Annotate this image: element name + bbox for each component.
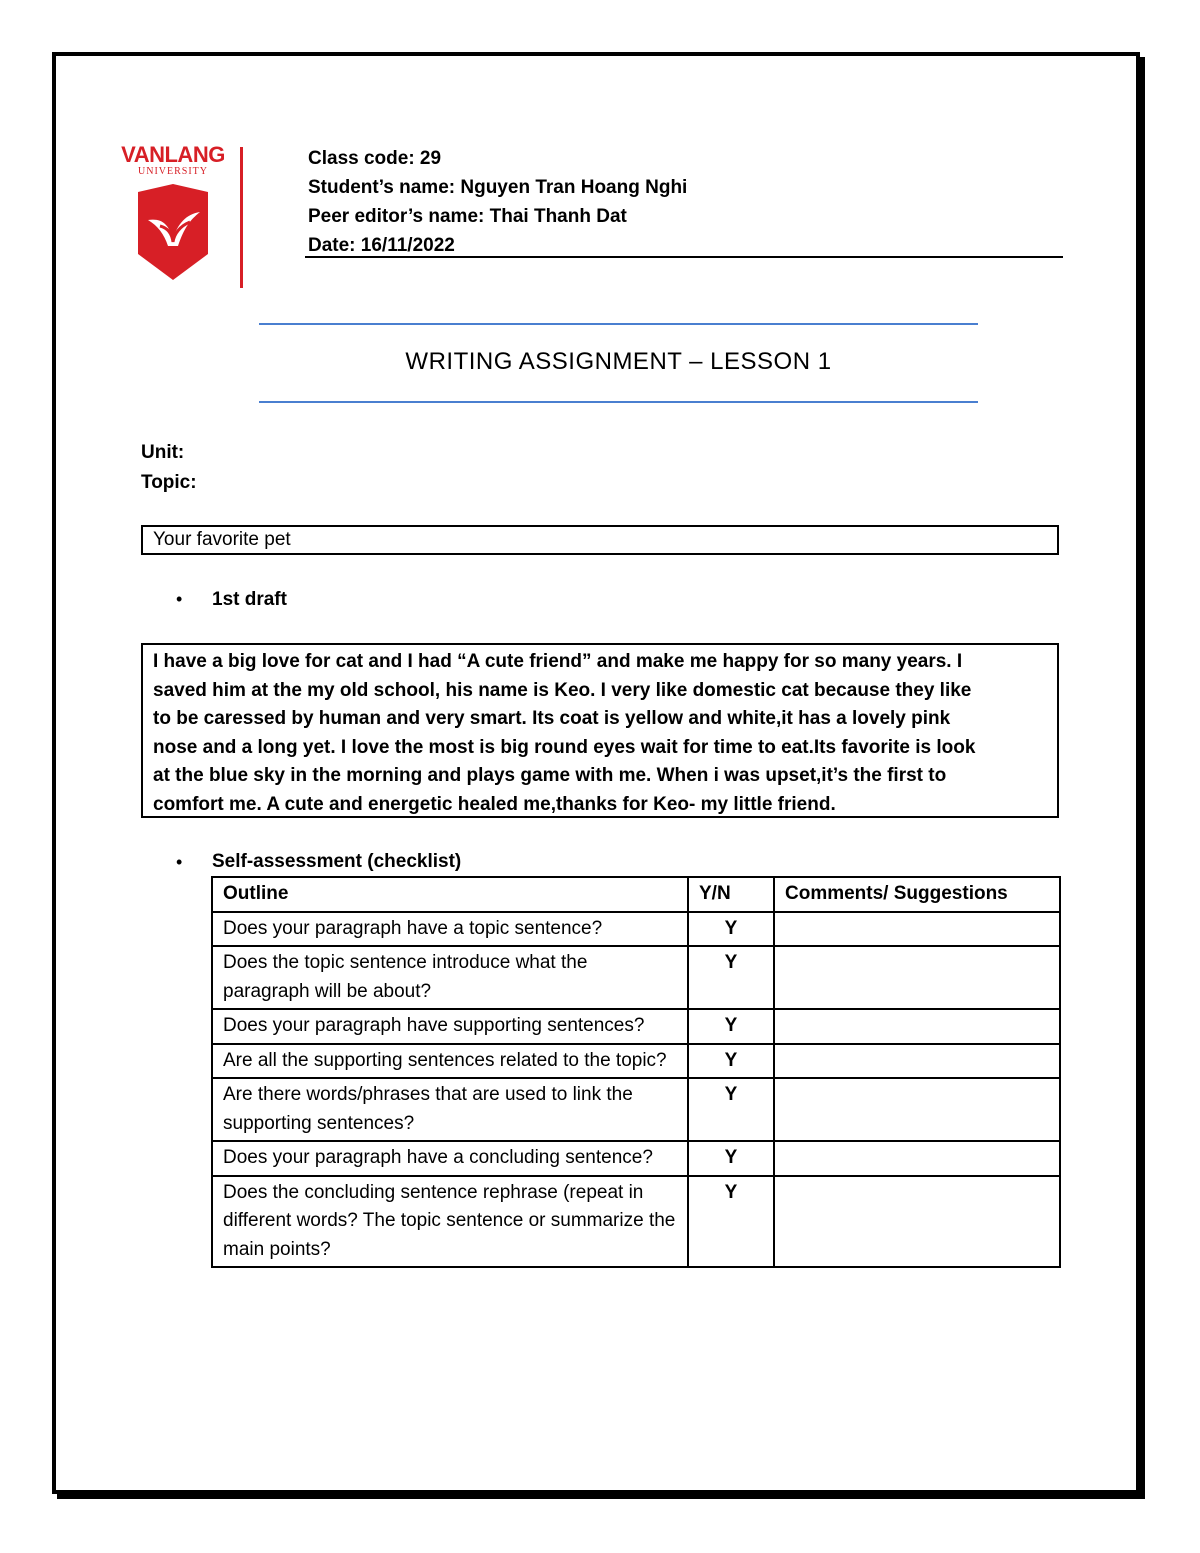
checklist-label: Self-assessment (checklist) — [212, 851, 462, 872]
row-comment — [774, 1176, 1060, 1268]
checklist-table — [211, 876, 1061, 1268]
row-comment — [774, 1141, 1060, 1176]
row-question: Does your paragraph have supporting sentences? — [212, 1009, 688, 1044]
row-comment — [774, 912, 1060, 947]
shield-icon — [134, 184, 212, 280]
class-code: Class code: 29 — [308, 148, 442, 169]
table-row — [212, 1141, 1060, 1176]
topic-label: Topic: — [141, 472, 197, 493]
table-row — [212, 1009, 1060, 1044]
title-rule-bottom — [259, 401, 978, 403]
row-question: Does the topic sentence introduce what the paragraph will be about? — [212, 946, 688, 1009]
row-comment — [774, 1078, 1060, 1141]
title-rule-top — [259, 323, 978, 325]
topic-box: Your favorite pet — [141, 525, 1059, 555]
table-row — [212, 1176, 1060, 1268]
header-rule — [305, 256, 1063, 258]
header-info — [308, 144, 687, 260]
row-question: Are there words/phrases that are used to link the supporting sentences? — [212, 1078, 688, 1141]
row-question: Are all the supporting sentences related to the topic? — [212, 1044, 688, 1079]
table-row — [212, 912, 1060, 947]
row-yn: Y — [688, 1009, 774, 1044]
draft-line: comfort me. A cute and energetic healed me,thanks for Keo- my little friend. — [153, 793, 836, 815]
row-yn: Y — [688, 1078, 774, 1141]
logo-wordmark: VANLANG — [121, 142, 225, 167]
university-logo — [112, 142, 234, 282]
checklist-bullet: • — [176, 852, 183, 872]
table-row — [212, 946, 1060, 1009]
draft-line: saved him at the my old school, his name is Keo. I very like domestic cat because they like — [153, 679, 972, 701]
row-comment — [774, 946, 1060, 1009]
table-header-row — [212, 877, 1060, 912]
peer-editor-name: Peer editor’s name: Thai Thanh Dat — [308, 206, 627, 227]
row-comment — [774, 1009, 1060, 1044]
page-title: WRITING ASSIGNMENT – LESSON 1 — [405, 348, 832, 375]
header-comments: Comments/ Suggestions — [774, 877, 1060, 912]
header-outline: Outline — [212, 877, 688, 912]
header-yn: Y/N — [688, 877, 774, 912]
draft-line: at the blue sky in the morning and plays game with me. When i was upset,it’s the first to — [153, 765, 947, 787]
row-yn: Y — [688, 1044, 774, 1079]
row-yn: Y — [688, 1141, 774, 1176]
logo-divider — [240, 147, 243, 288]
row-yn: Y — [688, 912, 774, 947]
draft-line: I have a big love for cat and I had “A cute friend” and make me happy for so many years. I — [153, 651, 963, 672]
draft-box — [141, 643, 1059, 818]
draft-line: nose and a long yet. I love the most is big round eyes wait for time to eat.Its favorite is look — [153, 736, 976, 758]
date: Date: 16/11/2022 — [308, 235, 455, 256]
row-question: Does your paragraph have a topic sentence? — [212, 912, 688, 947]
draft-bullet: • — [176, 589, 183, 609]
unit-label: Unit: — [141, 442, 185, 463]
row-comment — [774, 1044, 1060, 1079]
row-yn: Y — [688, 946, 774, 1009]
student-name: Student’s name: Nguyen Tran Hoang Nghi — [308, 177, 688, 198]
row-question: Does your paragraph have a concluding sentence? — [212, 1141, 688, 1176]
draft-label: 1st draft — [212, 589, 287, 610]
table-row — [212, 1078, 1060, 1141]
draft-line: to be caressed by human and very smart. Its coat is yellow and white,it has a lovely pink — [153, 708, 951, 730]
row-yn: Y — [688, 1176, 774, 1268]
row-question: Does the concluding sentence rephrase (repeat in different words? The topic sentence or summarize the main points? — [212, 1176, 688, 1268]
table-row — [212, 1044, 1060, 1079]
logo-subtitle: UNIVERSITY — [138, 166, 208, 177]
